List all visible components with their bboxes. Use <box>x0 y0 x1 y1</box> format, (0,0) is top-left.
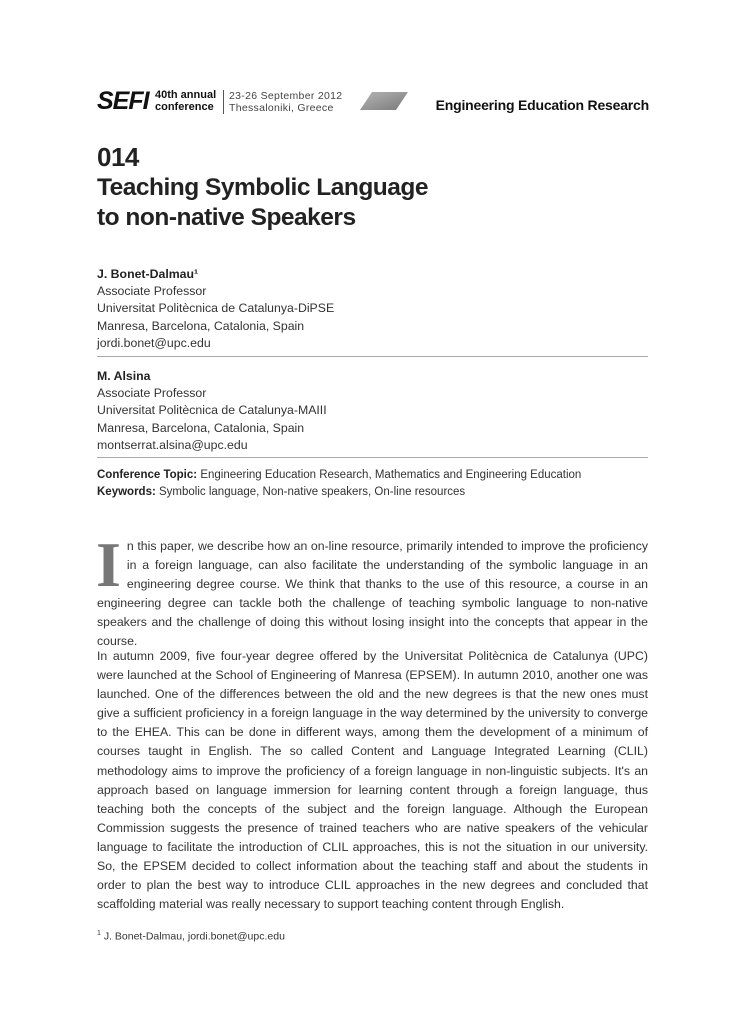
header-divider <box>223 90 224 114</box>
author-role: Associate Professor <box>97 284 207 299</box>
paper-meta <box>97 467 581 501</box>
paper-title <box>97 173 428 233</box>
annual-line-1: 40th annual <box>155 89 217 101</box>
conference-topic <box>97 467 581 484</box>
topic-label: Conference Topic: <box>97 469 198 481</box>
author-affiliation: Universitat Politècnica de Catalunya-MAIII <box>97 403 327 418</box>
dropcap: I <box>96 529 121 600</box>
dates-line-2: Thessaloniki, Greece <box>229 102 334 114</box>
author-block-1 <box>97 266 334 352</box>
keywords-value: Symbolic language, Non-native speakers, On-line resources <box>159 486 466 498</box>
annual-conference-label <box>155 89 216 113</box>
author-email: montserrat.alsina@upc.edu <box>97 437 248 452</box>
conference-header <box>97 88 649 118</box>
title-line-1: Teaching Symbolic Language <box>97 174 428 201</box>
author-role: Associate Professor <box>97 386 207 401</box>
author-email: jordi.bonet@upc.edu <box>97 335 211 350</box>
conference-dates <box>229 90 342 114</box>
keywords <box>97 484 581 501</box>
author-location: Manresa, Barcelona, Catalonia, Spain <box>97 420 305 435</box>
divider-rule <box>97 457 648 458</box>
footnote-marker: 1 <box>97 930 101 937</box>
author-location: Manresa, Barcelona, Catalonia, Spain <box>97 318 305 333</box>
dates-line-1: 23-26 September 2012 <box>229 90 343 102</box>
topic-value: Engineering Education Research, Mathematics and Engineering Education <box>200 469 582 481</box>
author-name: M. Alsina <box>97 369 151 383</box>
divider-rule <box>97 356 648 357</box>
author-block-2 <box>97 368 327 454</box>
keywords-label: Keywords: <box>97 486 156 498</box>
paragraph-intro <box>96 529 648 652</box>
paragraph-text: n this paper, we describe how an on-line resource, primarily intended to improve the proficiency in a foreign language, can also facilitate the understanding of the symbolic language in an engineering degree course. We think that thanks to the use of this resource, a course in an engineering degree can tackle both the challenge of teaching symbolic language to non-native speakers and the challenge of doing this without losing insight into the concepts that appear in the course. <box>97 539 648 649</box>
paragraph-body: In autumn 2009, five four-year degree offered by the Universitat Politècnica de Catalunya (UPC) were launched at the School of Engineering of Manresa (EPSEM). In autumn 2010, another one was launched. One of the differences between the old and the new degrees is that the new ones must give a sufficient proficiency in a foreign language in the way determined by the university to converge to the EHEA. This can be done in different ways, among them the development of a minimum of courses taught in English. The so called Content and Language Integrated Learning (CLIL) methodology aims to improve the proficiency of a foreign language in non-linguistic subjects. It's an approach based on language immersion for learning content through a foreign language, thus teaching both the concepts of the subject and the foreign language. Although the European Commission suggests the presence of trained teachers who are native speakers of the vehicular language to facilitate the introduction of CLIL approaches, this is not the situation in our university. So, the EPSEM decided to collect information about the teaching staff and about the students in order to plan the best way to introduce CLIL approaches in the new degrees and concluded that scaffolding material was really necessary to support teaching content through English. <box>97 649 648 912</box>
title-line-2: to non-native Speakers <box>97 204 356 231</box>
annual-line-2: conference <box>155 101 214 113</box>
footnote <box>97 930 285 943</box>
track-title: Engineering Education Research <box>435 97 649 113</box>
paper-number: 014 <box>97 142 139 172</box>
sefi-logo: SEFI <box>97 87 149 115</box>
parallelogram-decoration-icon <box>360 92 408 110</box>
footnote-text: J. Bonet-Dalmau, jordi.bonet@upc.edu <box>103 930 285 943</box>
author-affiliation: Universitat Politècnica de Catalunya-DiPSE <box>97 301 335 316</box>
author-name: J. Bonet-Dalmau¹ <box>97 267 199 281</box>
